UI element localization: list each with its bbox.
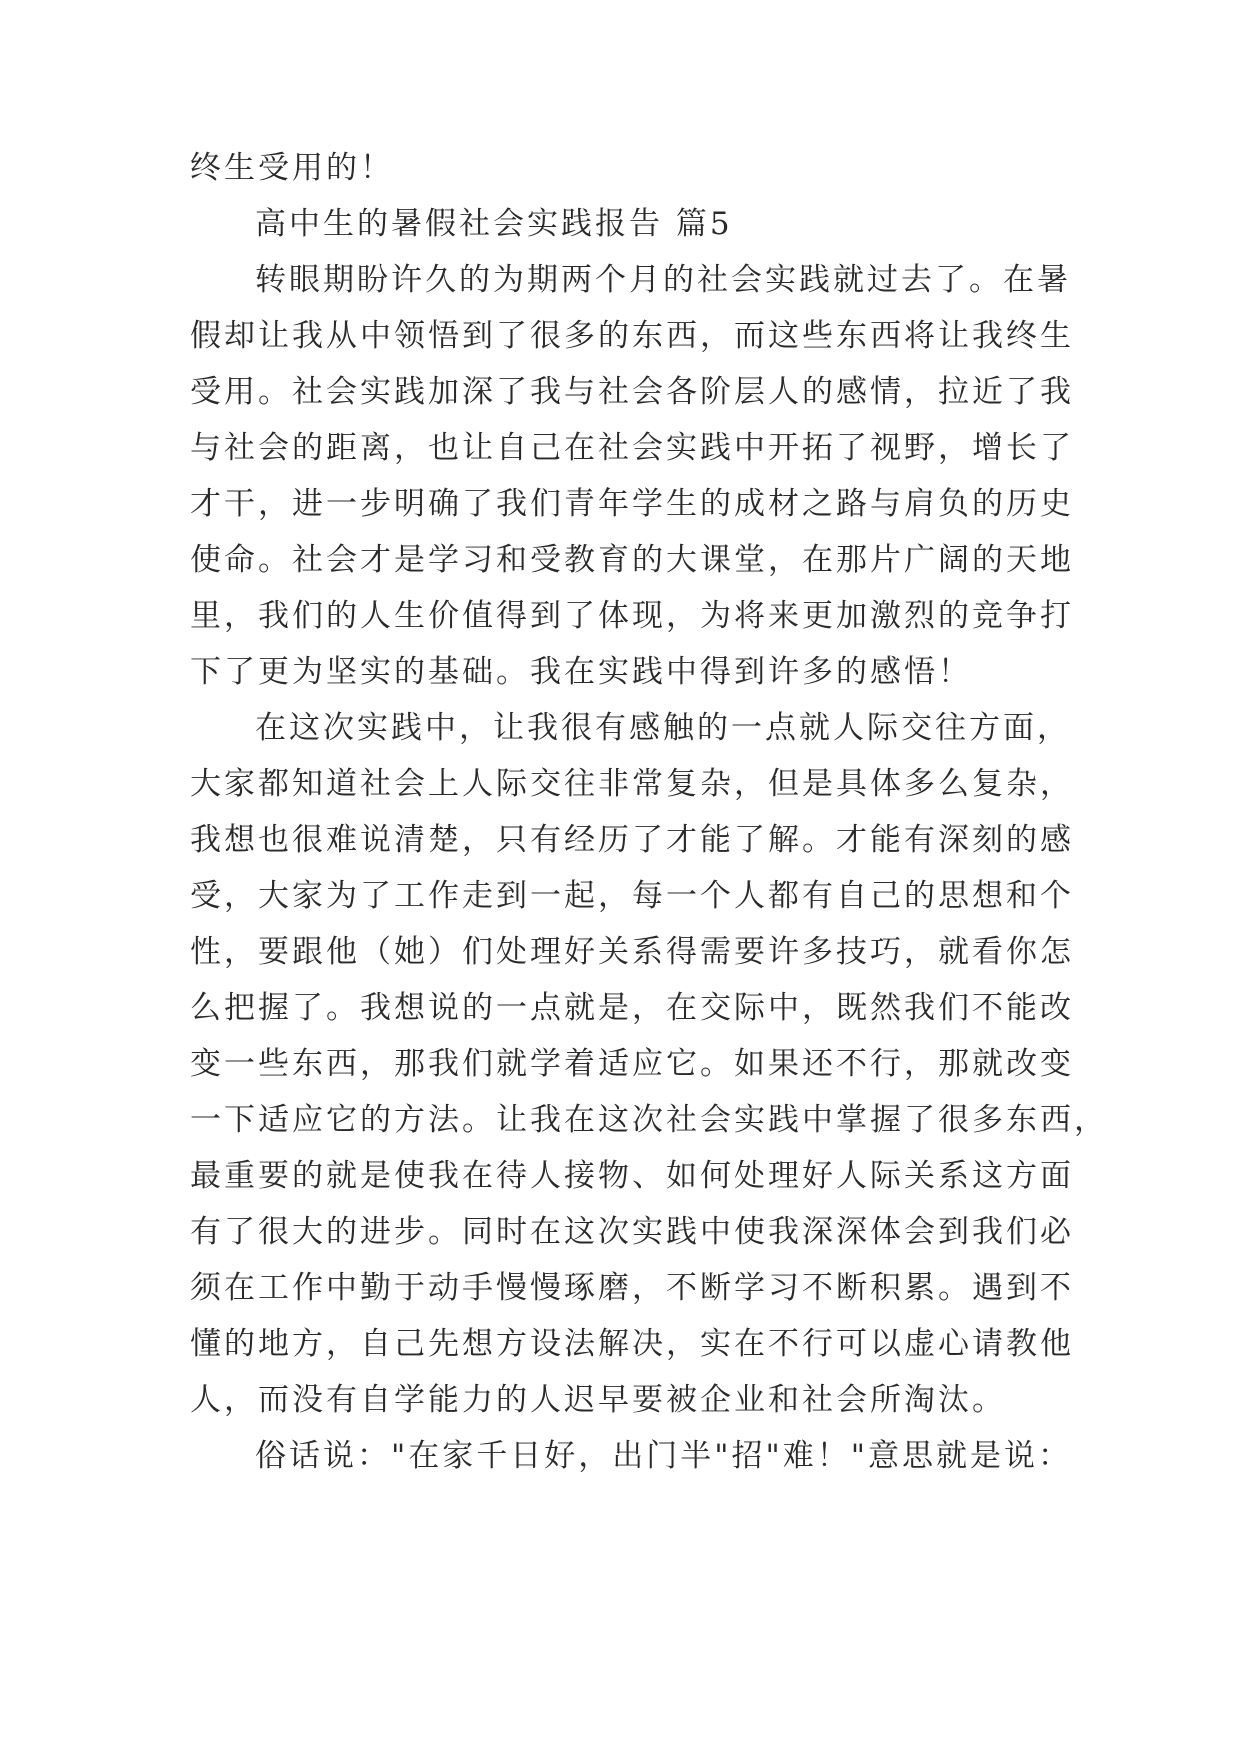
text-line-12: 大家都知道社会上人际交往非常复杂，但是具体多么复杂， (190, 766, 1074, 802)
text-line-18: 一下适应它的方法。让我在这次社会实践中掌握了很多东西， (190, 1102, 1108, 1138)
text-line-15: 性，要跟他（她）们处理好关系得需要许多技巧，就看你怎 (190, 934, 1074, 970)
text-line-9: 里，我们的人生价值得到了体现，为将来更加激烈的竞争打 (190, 598, 1074, 634)
text-line-3: 转眼期盼许久的为期两个月的社会实践就过去了。在暑 (255, 262, 1071, 298)
text-line-10: 下了更为坚实的基础。我在实践中得到许多的感悟！ (190, 654, 972, 690)
text-line-22: 懂的地方，自己先想方设法解决，实在不行可以虚心请教他 (190, 1326, 1074, 1362)
text-line-6: 与社会的距离，也让自己在社会实践中开拓了视野，增长了 (190, 430, 1074, 466)
section-heading: 高中生的暑假社会实践报告 篇5 (255, 206, 733, 242)
text-line-23: 人，而没有自学能力的人迟早要被企业和社会所淘汰。 (190, 1382, 1006, 1418)
text-line-5: 受用。社会实践加深了我与社会各阶层人的感情，拉近了我 (190, 374, 1074, 410)
text-line-17: 变一些东西，那我们就学着适应它。如果还不行，那就改变 (190, 1046, 1074, 1082)
text-line-21: 须在工作中勤于动手慢慢琢磨，不断学习不断积累。遇到不 (190, 1270, 1074, 1306)
text-line-13: 我想也很难说清楚，只有经历了才能了解。才能有深刻的感 (190, 822, 1074, 858)
text-line-16: 么把握了。我想说的一点就是，在交际中，既然我们不能改 (190, 990, 1074, 1026)
text-line-20: 有了很大的进步。同时在这次实践中使我深深体会到我们必 (190, 1214, 1074, 1250)
text-line-19: 最重要的就是使我在待人接物、如何处理好人际关系这方面 (190, 1158, 1074, 1194)
text-line-8: 使命。社会才是学习和受教育的大课堂，在那片广阔的天地 (190, 542, 1074, 578)
text-line-4: 假却让我从中领悟到了很多的东西，而这些东西将让我终生 (190, 318, 1074, 354)
text-line-1: 终生受用的！ (190, 150, 394, 186)
text-line-11: 在这次实践中，让我很有感触的一点就人际交往方面， (255, 710, 1071, 746)
text-line-24: 俗话说："在家千日好，出门半"招"难！"意思就是说： (255, 1438, 1073, 1474)
text-line-14: 受，大家为了工作走到一起，每一个人都有自己的思想和个 (190, 878, 1074, 914)
text-line-7: 才干，进一步明确了我们青年学生的成材之路与肩负的历史 (190, 486, 1074, 522)
